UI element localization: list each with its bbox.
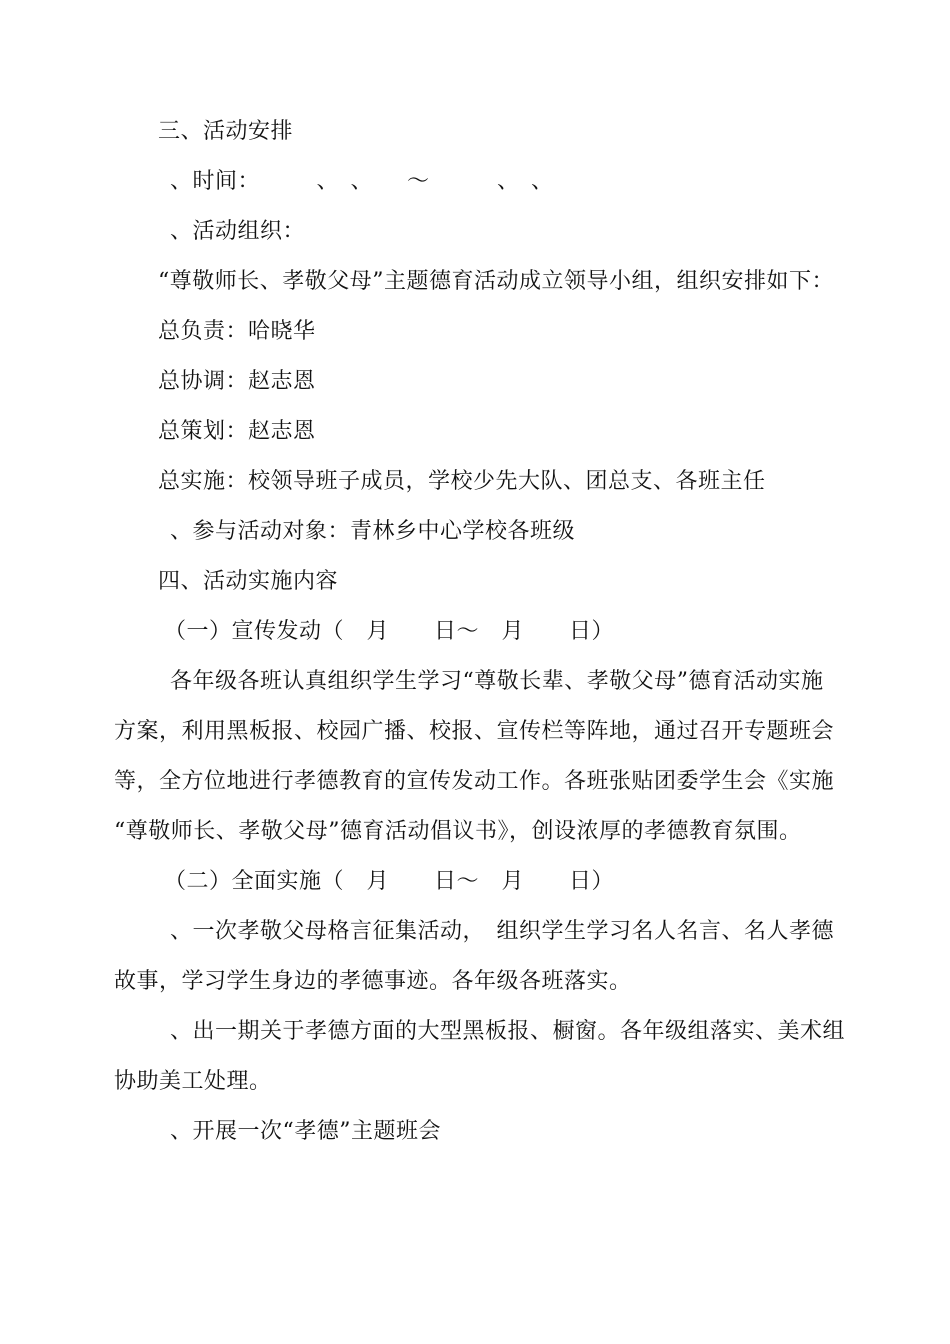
paragraph-publicity-line-2: 方案，利用黑板报、校园广播、校报、宣传栏等阵地，通过召开专题班会 <box>114 719 835 744</box>
item-motto-collection-line-2: 故事，学习学生身边的孝德事迹。各年级各班落实。 <box>114 969 632 994</box>
general-planner-line: 总策划：赵志恩 <box>158 419 316 444</box>
item-class-meeting: 、开展一次“孝德”主题班会 <box>170 1119 441 1144</box>
time-line: 、时间： 、 、 ～ 、 、 <box>170 169 554 194</box>
section-heading-implementation: 四、活动实施内容 <box>158 569 339 594</box>
paragraph-publicity-line-3: 等，全方位地进行孝德教育的宣传发动工作。各班张贴团委学生会《实施 <box>114 769 835 794</box>
general-coordinator-line: 总协调：赵志恩 <box>158 369 316 394</box>
general-leader-line: 总负责：哈晓华 <box>158 319 316 344</box>
general-implementer-line: 总实施：校领导班子成员，学校少先大队、团总支、各班主任 <box>158 469 766 494</box>
paragraph-publicity-line-1: 各年级各班认真组织学生学习“尊敬长辈、孝敬父母”德育活动实施 <box>170 669 824 694</box>
item-blackboard-line-2: 协助美工处理。 <box>114 1069 272 1094</box>
activity-organization-line: 、活动组织： <box>170 219 306 244</box>
subsection-full-implementation: （二）全面实施（ 月 日～ 月 日） <box>164 869 615 894</box>
section-heading-activity-arrangement: 三、活动安排 <box>158 119 294 144</box>
item-blackboard-line-1: 、出一期关于孝德方面的大型黑板报、橱窗。各年级组落实、美术组 <box>170 1019 846 1044</box>
subsection-publicity: （一）宣传发动（ 月 日～ 月 日） <box>164 619 615 644</box>
paragraph-publicity-line-4: “尊敬师长、孝敬父母”德育活动倡议书》，创设浓厚的孝德教育氛围。 <box>114 819 802 844</box>
leadership-group-line: “尊敬师长、孝敬父母”主题德育活动成立领导小组，组织安排如下： <box>158 269 834 294</box>
participants-line: 、参与活动对象：青林乡中心学校各班级 <box>170 519 576 544</box>
item-motto-collection-line-1: 、一次孝敬父母格言征集活动， 组织学生学习名人名言、名人孝德 <box>170 919 835 944</box>
